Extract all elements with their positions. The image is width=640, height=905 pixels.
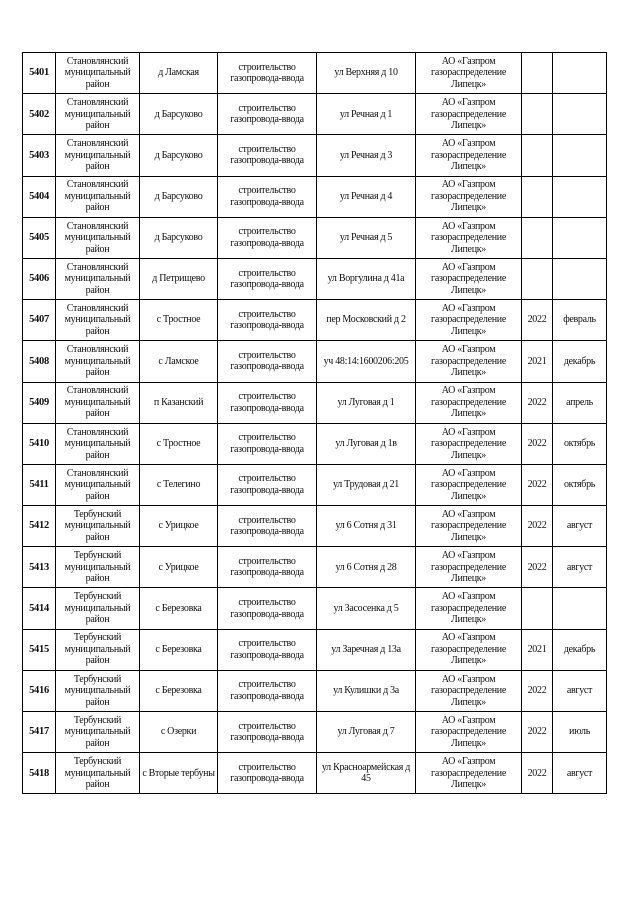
district-cell: Тербунский муниципальный район — [56, 547, 140, 588]
row-number-cell: 5406 — [23, 258, 56, 299]
year-cell: 2022 — [522, 670, 553, 711]
organization-cell: АО «Газпром газораспределение Липецк» — [416, 464, 522, 505]
address-cell: ул Трудовая д 21 — [317, 464, 416, 505]
year-cell: 2022 — [522, 506, 553, 547]
year-cell — [522, 94, 553, 135]
year-cell: 2022 — [522, 423, 553, 464]
table-body — [23, 53, 607, 794]
month-cell — [553, 588, 607, 629]
district-cell: Становлянский муниципальный район — [56, 382, 140, 423]
work-type-cell: строительство газопровода-ввода — [218, 258, 317, 299]
work-type-cell: строительство газопровода-ввода — [218, 588, 317, 629]
year-cell — [522, 176, 553, 217]
organization-cell: АО «Газпром газораспределение Липецк» — [416, 341, 522, 382]
table-row — [23, 382, 607, 423]
address-cell: ул 6 Сотня д 31 — [317, 506, 416, 547]
organization-cell: АО «Газпром газораспределение Липецк» — [416, 53, 522, 94]
settlement-cell: д Барсуково — [140, 135, 218, 176]
table-row — [23, 712, 607, 753]
work-type-cell: строительство газопровода-ввода — [218, 94, 317, 135]
row-number-cell: 5402 — [23, 94, 56, 135]
month-cell: август — [553, 670, 607, 711]
settlement-cell: с Вторые тербуны — [140, 753, 218, 794]
year-cell — [522, 135, 553, 176]
organization-cell: АО «Газпром газораспределение Липецк» — [416, 217, 522, 258]
organization-cell: АО «Газпром газораспределение Липецк» — [416, 629, 522, 670]
address-cell: ул 6 Сотня д 28 — [317, 547, 416, 588]
row-number-cell: 5411 — [23, 464, 56, 505]
address-cell: ул Речная д 4 — [317, 176, 416, 217]
settlement-cell: с Березовка — [140, 588, 218, 629]
month-cell: декабрь — [553, 341, 607, 382]
month-cell: февраль — [553, 300, 607, 341]
row-number-cell: 5409 — [23, 382, 56, 423]
row-number-cell: 5407 — [23, 300, 56, 341]
row-number-cell: 5418 — [23, 753, 56, 794]
district-cell: Становлянский муниципальный район — [56, 464, 140, 505]
month-cell: декабрь — [553, 629, 607, 670]
organization-cell: АО «Газпром газораспределение Липецк» — [416, 670, 522, 711]
work-type-cell: строительство газопровода-ввода — [218, 423, 317, 464]
settlement-cell: д Барсуково — [140, 176, 218, 217]
settlement-cell: с Березовка — [140, 629, 218, 670]
month-cell — [553, 135, 607, 176]
row-number-cell: 5415 — [23, 629, 56, 670]
district-cell: Тербунский муниципальный район — [56, 753, 140, 794]
table-row — [23, 94, 607, 135]
year-cell: 2022 — [522, 300, 553, 341]
work-type-cell: строительство газопровода-ввода — [218, 341, 317, 382]
year-cell: 2021 — [522, 629, 553, 670]
table-row — [23, 176, 607, 217]
address-cell: ул Речная д 5 — [317, 217, 416, 258]
table-row — [23, 670, 607, 711]
month-cell — [553, 258, 607, 299]
month-cell: апрель — [553, 382, 607, 423]
organization-cell: АО «Газпром газораспределение Липецк» — [416, 588, 522, 629]
year-cell — [522, 588, 553, 629]
district-cell: Становлянский муниципальный район — [56, 341, 140, 382]
year-cell — [522, 217, 553, 258]
district-cell: Становлянский муниципальный район — [56, 258, 140, 299]
settlement-cell: с Тростное — [140, 300, 218, 341]
row-number-cell: 5401 — [23, 53, 56, 94]
year-cell: 2022 — [522, 464, 553, 505]
row-number-cell: 5414 — [23, 588, 56, 629]
year-cell: 2022 — [522, 547, 553, 588]
row-number-cell: 5408 — [23, 341, 56, 382]
row-number-cell: 5405 — [23, 217, 56, 258]
organization-cell: АО «Газпром газораспределение Липецк» — [416, 547, 522, 588]
work-type-cell: строительство газопровода-ввода — [218, 712, 317, 753]
settlement-cell: с Урицкое — [140, 506, 218, 547]
settlement-cell: с Тростное — [140, 423, 218, 464]
work-type-cell: строительство газопровода-ввода — [218, 670, 317, 711]
work-type-cell: строительство газопровода-ввода — [218, 53, 317, 94]
year-cell: 2021 — [522, 341, 553, 382]
month-cell: октябрь — [553, 423, 607, 464]
settlement-cell: д Ламская — [140, 53, 218, 94]
settlement-cell: с Березовка — [140, 670, 218, 711]
district-cell: Становлянский муниципальный район — [56, 53, 140, 94]
year-cell: 2022 — [522, 382, 553, 423]
organization-cell: АО «Газпром газораспределение Липецк» — [416, 176, 522, 217]
address-cell: ул Верхняя д 10 — [317, 53, 416, 94]
address-cell: пер Московский д 2 — [317, 300, 416, 341]
settlement-cell: с Урицкое — [140, 547, 218, 588]
table-row — [23, 258, 607, 299]
month-cell: июль — [553, 712, 607, 753]
month-cell: август — [553, 753, 607, 794]
address-cell: ул Засосенка д 5 — [317, 588, 416, 629]
work-type-cell: строительство газопровода-ввода — [218, 217, 317, 258]
organization-cell: АО «Газпром газораспределение Липецк» — [416, 135, 522, 176]
month-cell: август — [553, 547, 607, 588]
row-number-cell: 5404 — [23, 176, 56, 217]
district-cell: Становлянский муниципальный район — [56, 135, 140, 176]
address-cell: ул Луговая д 1 — [317, 382, 416, 423]
settlement-cell: с Ламское — [140, 341, 218, 382]
year-cell — [522, 53, 553, 94]
settlement-cell: п Казанский — [140, 382, 218, 423]
district-cell: Тербунский муниципальный район — [56, 588, 140, 629]
month-cell: октябрь — [553, 464, 607, 505]
district-cell: Тербунский муниципальный район — [56, 712, 140, 753]
district-cell: Тербунский муниципальный район — [56, 629, 140, 670]
work-type-cell: строительство газопровода-ввода — [218, 176, 317, 217]
district-cell: Тербунский муниципальный район — [56, 506, 140, 547]
table-row — [23, 217, 607, 258]
organization-cell: АО «Газпром газораспределение Липецк» — [416, 382, 522, 423]
work-type-cell: строительство газопровода-ввода — [218, 135, 317, 176]
district-cell: Тербунский муниципальный район — [56, 670, 140, 711]
work-type-cell: строительство газопровода-ввода — [218, 506, 317, 547]
work-type-cell: строительство газопровода-ввода — [218, 547, 317, 588]
month-cell — [553, 217, 607, 258]
row-number-cell: 5403 — [23, 135, 56, 176]
district-cell: Становлянский муниципальный район — [56, 423, 140, 464]
organization-cell: АО «Газпром газораспределение Липецк» — [416, 94, 522, 135]
settlement-cell: д Петрищево — [140, 258, 218, 299]
district-cell: Становлянский муниципальный район — [56, 94, 140, 135]
work-type-cell: строительство газопровода-ввода — [218, 753, 317, 794]
organization-cell: АО «Газпром газораспределение Липецк» — [416, 300, 522, 341]
row-number-cell: 5410 — [23, 423, 56, 464]
table-row — [23, 423, 607, 464]
address-cell: ул Заречная д 13а — [317, 629, 416, 670]
year-cell: 2022 — [522, 712, 553, 753]
row-number-cell: 5417 — [23, 712, 56, 753]
row-number-cell: 5413 — [23, 547, 56, 588]
address-cell: ул Кулишки д 3а — [317, 670, 416, 711]
table-row — [23, 135, 607, 176]
settlement-cell: с Телегино — [140, 464, 218, 505]
organization-cell: АО «Газпром газораспределение Липецк» — [416, 506, 522, 547]
district-cell: Становлянский муниципальный район — [56, 176, 140, 217]
address-cell: ул Красноармейская д 45 — [317, 753, 416, 794]
address-cell: ул Речная д 3 — [317, 135, 416, 176]
row-number-cell: 5416 — [23, 670, 56, 711]
address-cell: ул Луговая д 7 — [317, 712, 416, 753]
table-row — [23, 753, 607, 794]
address-cell: уч 48:14:1600206:205 — [317, 341, 416, 382]
organization-cell: АО «Газпром газораспределение Липецк» — [416, 258, 522, 299]
row-number-cell: 5412 — [23, 506, 56, 547]
address-cell: ул Речная д 1 — [317, 94, 416, 135]
work-type-cell: строительство газопровода-ввода — [218, 464, 317, 505]
table-row — [23, 53, 607, 94]
district-cell: Становлянский муниципальный район — [56, 217, 140, 258]
table-row — [23, 588, 607, 629]
organization-cell: АО «Газпром газораспределение Липецк» — [416, 423, 522, 464]
address-cell: ул Луговая д 1в — [317, 423, 416, 464]
table-row — [23, 464, 607, 505]
address-cell: ул Воргулина д 41а — [317, 258, 416, 299]
table-row — [23, 506, 607, 547]
month-cell — [553, 53, 607, 94]
organization-cell: АО «Газпром газораспределение Липецк» — [416, 753, 522, 794]
organization-cell: АО «Газпром газораспределение Липецк» — [416, 712, 522, 753]
gasification-table — [22, 52, 607, 794]
work-type-cell: строительство газопровода-ввода — [218, 300, 317, 341]
settlement-cell: д Барсуково — [140, 217, 218, 258]
month-cell — [553, 94, 607, 135]
table-row — [23, 341, 607, 382]
table-row — [23, 547, 607, 588]
work-type-cell: строительство газопровода-ввода — [218, 629, 317, 670]
work-type-cell: строительство газопровода-ввода — [218, 382, 317, 423]
month-cell — [553, 176, 607, 217]
settlement-cell: д Барсуково — [140, 94, 218, 135]
table-row — [23, 629, 607, 670]
year-cell: 2022 — [522, 753, 553, 794]
district-cell: Становлянский муниципальный район — [56, 300, 140, 341]
table-row — [23, 300, 607, 341]
month-cell: август — [553, 506, 607, 547]
settlement-cell: с Озерки — [140, 712, 218, 753]
year-cell — [522, 258, 553, 299]
